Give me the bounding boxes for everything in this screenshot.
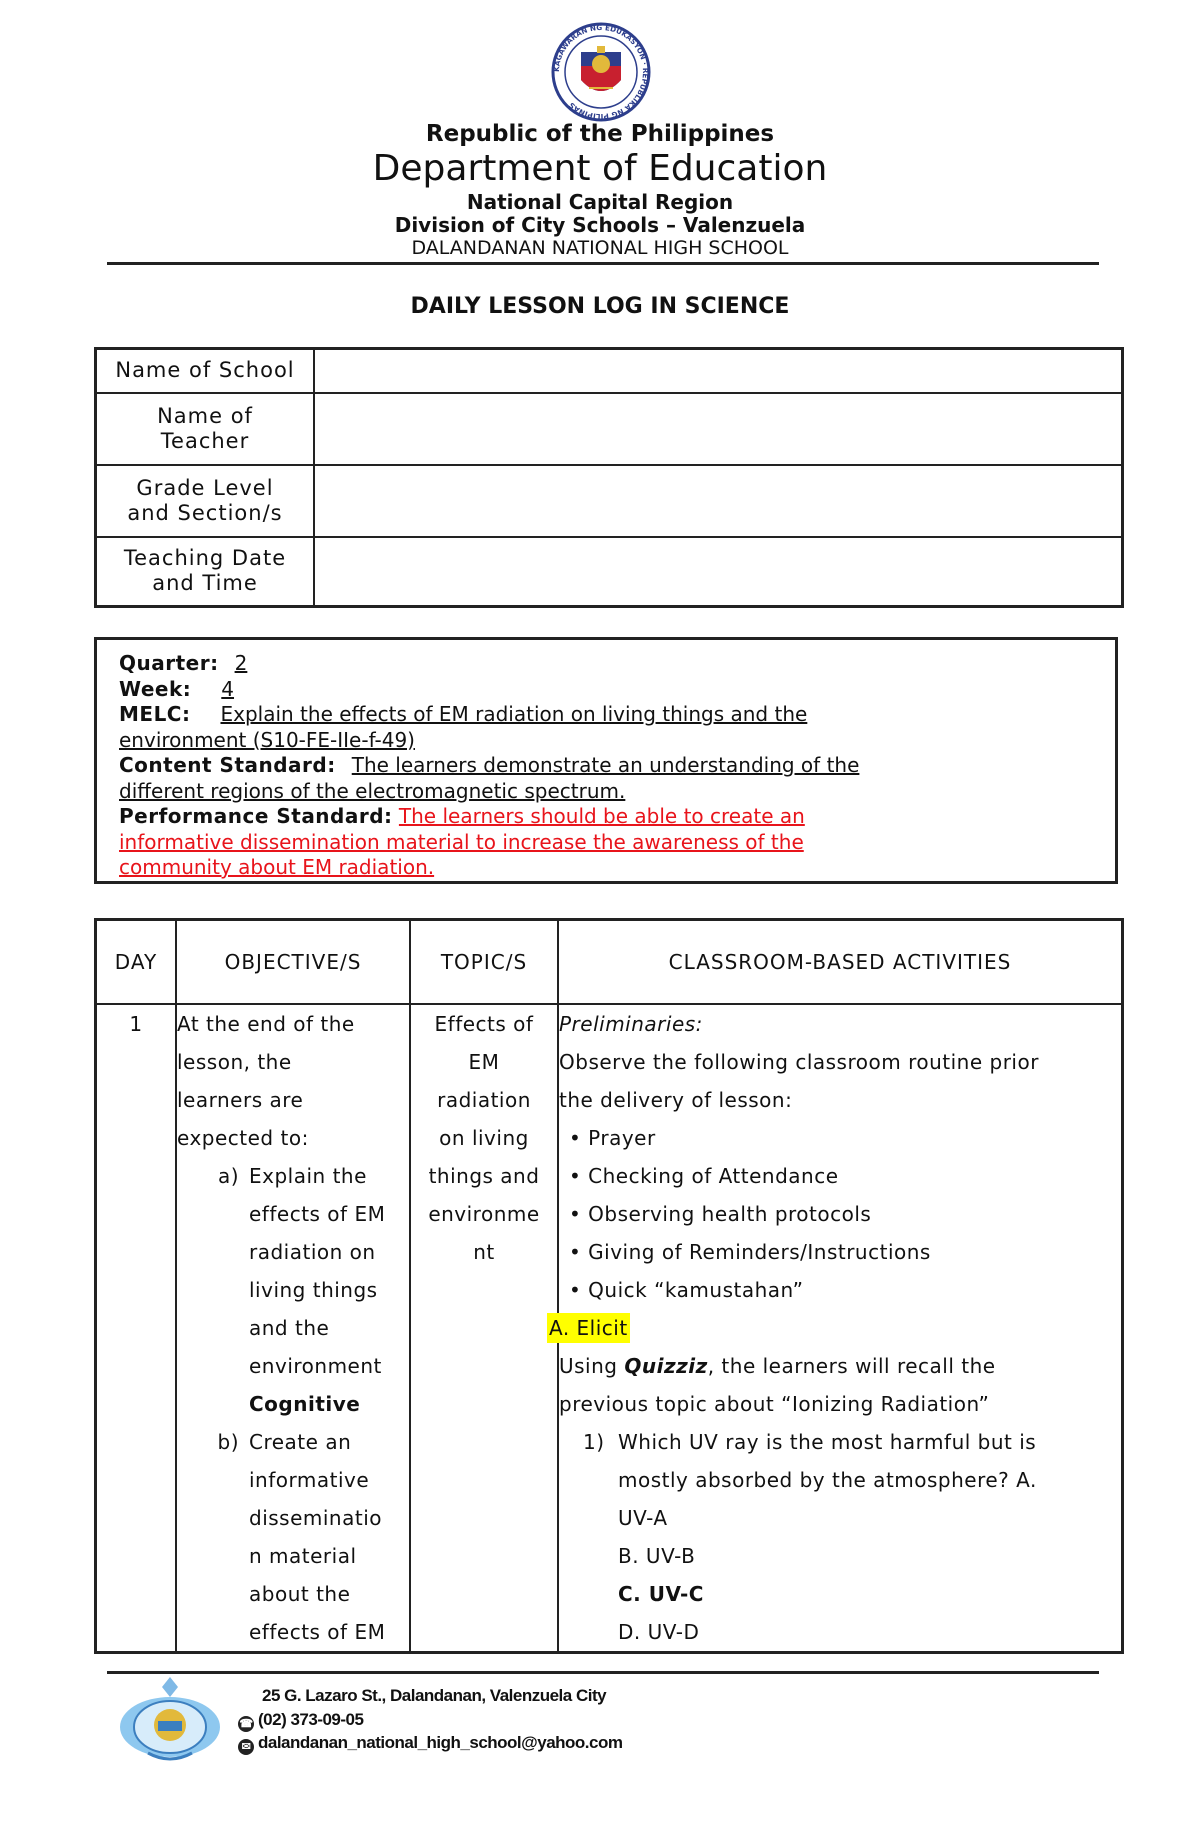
melc-line: MELC: Explain the effects of EM radiation on living things and the — [119, 702, 808, 726]
performance-standard-line-3: community about EM radiation. — [119, 855, 435, 879]
objective-domain: Cognitive — [249, 1392, 361, 1416]
content-standard-line: Content Standard: The learners demonstrate an understanding of the — [119, 753, 860, 777]
info-label: Name of School — [96, 349, 315, 393]
table-row — [96, 1004, 1123, 1653]
activities-cell: Preliminaries: Observe the following classroom routine prior the delivery of lesson: • Prayer • Checking of Attendance • Observing health protocols • Giving of Reminders/Instructions • Quick “kamustahan” A. Elicit Using Quizziz, the learners will recall the previous topic about “Ionizing Radiation” 1) Which UV ray is the most harmful but is mostly absorbed by the atmosphere? A. UV-A B. UV-B C. UV-C D. UV-D — [558, 1004, 1123, 1653]
info-value-school[interactable] — [314, 349, 1123, 393]
info-row-date — [96, 537, 1123, 607]
info-value-teacher[interactable] — [314, 393, 1123, 465]
preliminaries-title: Preliminaries: — [559, 1012, 703, 1036]
header-department: Department of Education — [372, 148, 828, 189]
list-item: • Checking of Attendance — [569, 1164, 839, 1188]
footer-divider — [107, 1671, 1099, 1674]
option-d: D. UV-D — [618, 1620, 700, 1644]
footer-address: 25 G. Lazaro St., Dalandanan, Valenzuela City — [262, 1686, 607, 1705]
option-c-correct: C. UV-C — [618, 1582, 704, 1606]
col-header-objectives: OBJECTIVE/S — [176, 920, 410, 1005]
section-elicit: A. Elicit — [559, 1309, 1121, 1347]
info-label: Teaching Date and Time — [96, 537, 315, 607]
info-value-date[interactable] — [314, 537, 1123, 607]
footer-email: ✉ dalandanan_national_high_school@yahoo.com — [238, 1733, 622, 1755]
mail-icon: ✉ — [238, 1739, 254, 1755]
info-label: Grade Level and Section/s — [96, 465, 315, 537]
info-row-school — [96, 349, 1123, 393]
list-item: • Quick “kamustahan” — [569, 1278, 804, 1302]
quarter-line: Quarter: 2 — [119, 651, 248, 675]
objectives-cell: At the end of the lesson, the learners are expected to: a) Explain the effects of EM radiation on living things and the environment Cognitive b) Create an informative disseminatio n material about the effects of EM — [176, 1004, 410, 1653]
topics-cell: Effects of EM radiation on living things and environme nt — [410, 1004, 558, 1653]
info-label: Name of Teacher — [96, 393, 315, 465]
header-region: National Capital Region — [466, 190, 734, 214]
melc-line-2: environment (S10-FE-IIe-f-49) — [119, 727, 415, 752]
lesson-table — [94, 918, 1124, 1654]
info-row-grade — [96, 465, 1123, 537]
question-1: 1) Which UV ray is the most harmful but is mostly absorbed by the atmosphere? A. UV-A — [583, 1430, 1037, 1530]
performance-standard-line-2: informative dissemination material to increase the awareness of the — [119, 829, 804, 854]
list-item: • Prayer — [569, 1126, 656, 1150]
phone-icon: ☎ — [239, 1718, 253, 1730]
standards-box — [94, 637, 1118, 884]
info-row-teacher — [96, 393, 1123, 465]
header-division: Division of City Schools – Valenzuela — [394, 213, 806, 237]
deped-seal-icon — [551, 22, 651, 122]
col-header-activities: CLASSROOM-BASED ACTIVITIES — [558, 920, 1123, 1005]
svg-text:KAGAWARAN NG EDUKASYON · REPUB: KAGAWARAN NG EDUKASYON · REPUBLIKA NG PILIPINAS — [551, 22, 651, 122]
lesson-table-header — [96, 920, 1123, 1005]
objective-a: a) Explain the effects of EM radiation on living things and the environment Cognitive — [177, 1157, 409, 1423]
header-divider — [107, 262, 1099, 265]
info-table — [94, 347, 1124, 608]
info-value-grade[interactable] — [314, 465, 1123, 537]
col-header-topics: TOPIC/S — [410, 920, 558, 1005]
header-school: DALANDANAN NATIONAL HIGH SCHOOL — [411, 237, 789, 259]
objective-b: b) Create an informative disseminatio n material about the effects of EM — [217, 1430, 386, 1644]
list-item: • Observing health protocols — [569, 1202, 872, 1226]
school-logo-icon — [118, 1675, 222, 1767]
option-b: B. UV-B — [618, 1544, 696, 1568]
day-cell: 1 — [96, 1004, 177, 1653]
col-header-day: DAY — [96, 920, 177, 1005]
week-line: Week: 4 — [119, 676, 235, 701]
list-item: • Giving of Reminders/Instructions — [569, 1240, 931, 1264]
elicit-line: Using Quizziz, the learners will recall the — [559, 1354, 996, 1378]
header-republic: Republic of the Philippines — [425, 121, 775, 147]
performance-standard-line: Performance Standard: The learners should be able to create an — [119, 804, 805, 828]
document-title: DAILY LESSON LOG IN SCIENCE — [410, 294, 790, 319]
content-standard-line-2: different regions of the electromagnetic spectrum. — [119, 778, 626, 803]
footer-phone: ☎ (02) 373-09-05 — [239, 1710, 364, 1730]
